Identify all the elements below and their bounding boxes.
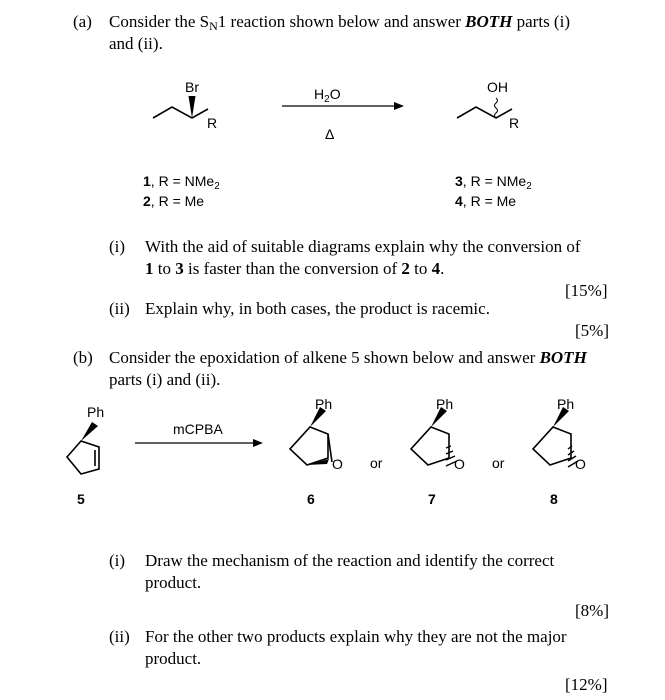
- part-a-i-text: With the aid of suitable diagrams explain why the conversion of: [145, 237, 581, 256]
- compound-4-label: 4, R = Me: [455, 193, 517, 209]
- part-a-i-label: (i): [109, 237, 126, 256]
- compound-5-structure: [67, 441, 99, 474]
- part-a-ii-label: (ii): [109, 299, 130, 318]
- part-a-ii-marks: [5%]: [575, 321, 609, 340]
- compound-6-number: 6: [307, 491, 315, 507]
- compound-3-label: 3, R = NMe$_2$: [455, 173, 532, 192]
- o-label-6: O: [332, 456, 343, 472]
- part-a-label: (a): [73, 12, 92, 31]
- compound-7-number: 7: [428, 491, 436, 507]
- ph-label-6: Ph: [315, 396, 333, 412]
- part-b-i-label: (i): [109, 551, 126, 570]
- br-label: Br: [185, 79, 199, 95]
- part-b-ii-label: (ii): [109, 627, 130, 646]
- r-label-start: R: [207, 115, 218, 131]
- o-label-8: O: [575, 456, 586, 472]
- part-b-intro-line2: parts (i) and (ii).: [109, 370, 221, 389]
- part-a-intro: Consider the SN1 reaction shown below and answer BOTH parts (i): [109, 12, 570, 33]
- heat-symbol: Δ: [325, 126, 335, 142]
- part-b-ii-text: For the other two products explain why they are not the major: [145, 627, 567, 646]
- compound-6-wedge-o: [307, 459, 329, 465]
- wedge-bond-br: [189, 96, 196, 118]
- compound-8-structure: [533, 427, 571, 465]
- compound-5-wedge-ph: [81, 422, 98, 441]
- part-b-intro: Consider the epoxidation of alkene 5 shown below and answer BOTH: [109, 348, 587, 367]
- part-b-i-text: Draw the mechanism of the reaction and identify the correct: [145, 551, 555, 570]
- or-label-2: or: [492, 455, 505, 471]
- wavy-bond-oh: [495, 98, 498, 118]
- part-b-ii-text-2: product.: [145, 649, 202, 668]
- reagent-h2o: $H_2O$: [314, 86, 341, 105]
- reaction-arrow-a: [282, 102, 404, 110]
- compound-7-structure: [411, 427, 449, 465]
- oh-label: OH: [487, 79, 508, 95]
- compound-5-number: 5: [77, 491, 85, 507]
- starting-material-structure: [153, 107, 208, 118]
- part-b-ii-marks: [12%]: [565, 675, 608, 694]
- part-b-label: (b): [73, 348, 93, 367]
- or-label-1: or: [370, 455, 383, 471]
- r-label-product: R: [509, 115, 520, 131]
- compound-8-number: 8: [550, 491, 558, 507]
- o-label-7: O: [454, 456, 465, 472]
- part-b-i-marks: [8%]: [575, 601, 609, 620]
- ph-label-8: Ph: [557, 396, 575, 412]
- reaction-arrow-b: [135, 439, 263, 447]
- reagent-mcpba: mCPBA: [173, 421, 223, 437]
- compound-2-label: 2, R = Me: [143, 193, 205, 209]
- part-a-i-marks: [15%]: [565, 281, 608, 300]
- part-a-ii-text: Explain why, in both cases, the product is racemic.: [145, 299, 490, 318]
- ph-label-7: Ph: [436, 396, 454, 412]
- part-a-i-text-2: 1 to 3 is faster than the conversion of 2 to 4.: [145, 259, 445, 278]
- ph-label-5: Ph: [87, 404, 105, 420]
- compound-1-label: 1, R = NMe$_2$: [143, 173, 220, 192]
- part-a-intro-line2: and (ii).: [109, 34, 163, 53]
- part-b-i-text-2: product.: [145, 573, 202, 592]
- compound-6-structure: [290, 427, 332, 465]
- product-structure: [457, 107, 512, 118]
